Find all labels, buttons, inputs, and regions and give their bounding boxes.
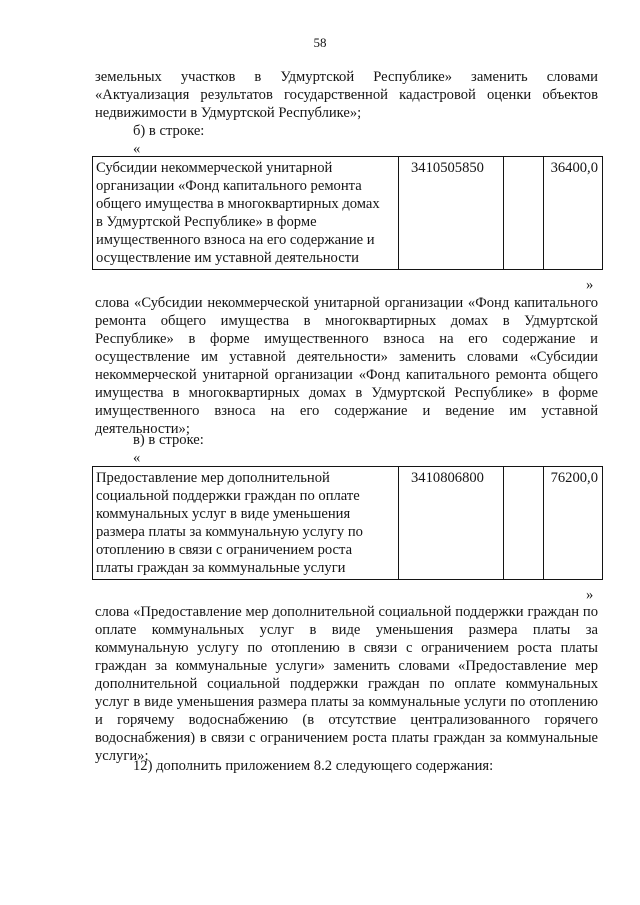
amendment-table-2: [92, 466, 603, 580]
item-v-heading: в) в строке:: [133, 432, 204, 448]
page-number: 58: [313, 35, 327, 50]
intro-line: земельных участков в Удмуртской Республике» заменить словами: [95, 69, 598, 85]
table-cell-code: 3410505850: [399, 157, 504, 270]
table-cell-code: 3410806800: [399, 467, 504, 580]
intro-paragraph: [95, 68, 598, 122]
description-line: отоплению в связи с ограничением роста: [96, 542, 353, 558]
table-row: [93, 157, 603, 270]
table-cell-description: [93, 467, 399, 580]
description-line: платы граждан за коммунальные услуги: [96, 560, 346, 576]
quote-close-1: »: [586, 277, 594, 293]
item-b-heading: б) в строке:: [133, 123, 205, 139]
description-line: в Удмуртской Республике» в форме: [96, 214, 317, 230]
description-line: общего имущества в многоквартирных домах: [96, 196, 380, 212]
description-line: социальной поддержки граждан по оплате: [96, 488, 360, 504]
item-12-paragraph: 12) дополнить приложением 8.2 следующего содержания:: [133, 758, 494, 774]
quote-open-2: «: [133, 450, 141, 466]
intro-line: «Актуализация результатов государственной кадастровой оценки объектов: [95, 87, 598, 103]
table-cell-empty: [504, 157, 544, 270]
description-line: организации «Фонд капитального ремонта: [96, 178, 362, 194]
table-cell-amount: 36400,0: [544, 157, 603, 270]
description-line: имущественного взноса на его содержание и: [96, 232, 375, 248]
description-line: Субсидии некоммерческой унитарной: [96, 160, 333, 176]
intro-line: недвижимости в Удмуртской Республике»;: [95, 105, 362, 121]
table-cell-amount: 76200,0: [544, 467, 603, 580]
amendment-table-1: [92, 156, 603, 270]
table-cell-description: [93, 157, 399, 270]
description-line: осуществление им уставной деятельности: [96, 250, 359, 266]
table-row: [93, 467, 603, 580]
quote-open-1: «: [133, 141, 141, 157]
table-cell-empty: [504, 467, 544, 580]
paragraph-b: слова «Субсидии некоммерческой унитарной организации «Фонд капитального ремонта общего имущества в многоквартирных домах в Удмуртской Республике» в форме имущественного взноса на его содержание и осуществление им уставной деятельности» заменить словами «Субсидии некоммерческой унитарной организации «Фонд капитального ремонта общего имущества в многоквартирных домах в Удмуртской Республике» в форме имущественного взноса на его содержание и ведение им уставной деятельности»;: [95, 295, 598, 437]
paragraph-v: слова «Предоставление мер дополнительной социальной поддержки граждан по оплате коммунальных услуг в виде уменьшения размера платы за коммунальную услугу по отоплению в связи с ограничением роста платы граждан за коммунальные услуги» заменить словами «Предоставление мер дополнительной социальной поддержки граждан по оплате коммунальных услуг в виде уменьшения размера платы за коммунальные услуги по отоплению и горячему водоснабжению (в отсутствие централизованного горячего водоснабжения) в связи с ограничением роста платы граждан за коммунальные услуги»;: [95, 604, 598, 764]
description-line: размера платы за коммунальную услугу по: [96, 524, 363, 540]
quote-close-2: »: [586, 587, 594, 603]
description-line: коммунальных услуг в виде уменьшения: [96, 506, 351, 522]
description-line: Предоставление мер дополнительной: [96, 470, 330, 486]
